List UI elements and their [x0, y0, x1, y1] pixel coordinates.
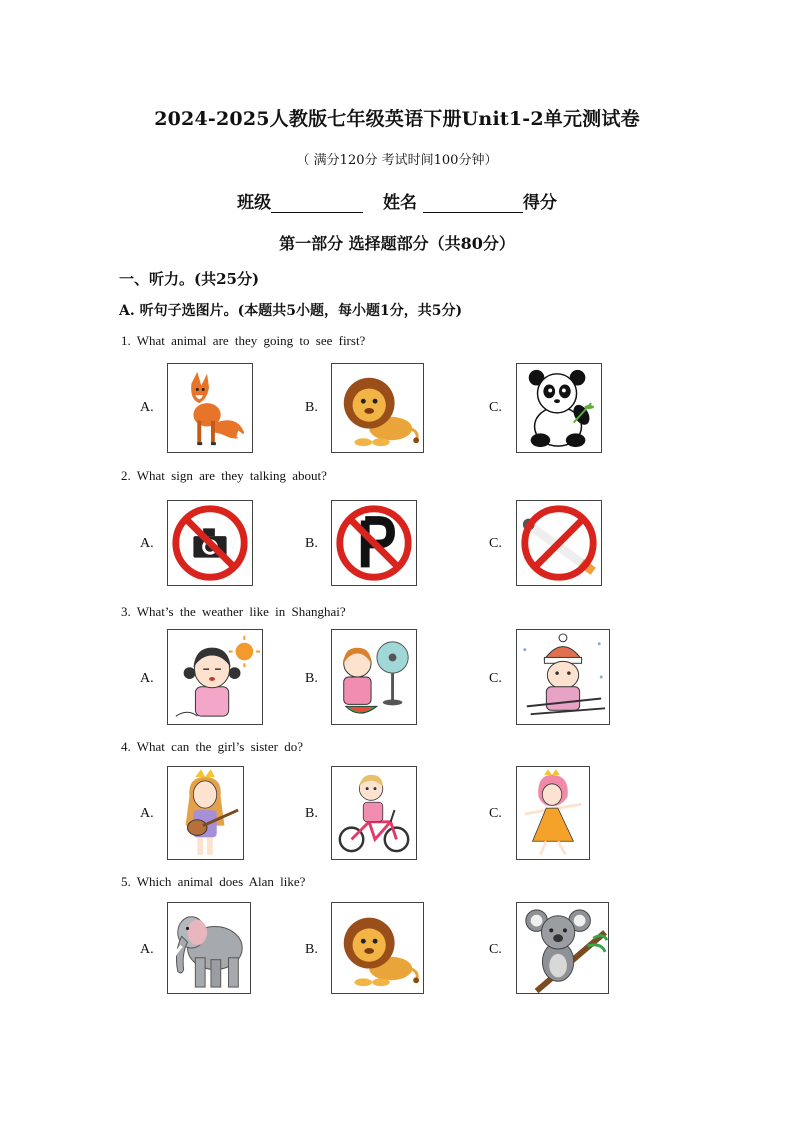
lion-icon[interactable]	[331, 902, 424, 994]
option-label[interactable]: C.	[489, 536, 502, 551]
fox-icon[interactable]	[167, 363, 253, 453]
question-text: What’s the weather like in Shanghai?	[136, 604, 346, 619]
student-info-line	[0, 188, 794, 213]
name-blank[interactable]	[423, 194, 523, 213]
koala-icon[interactable]	[516, 902, 609, 994]
option-label[interactable]: C.	[489, 806, 502, 821]
question-number: 2.	[121, 468, 131, 483]
girl-guitar-icon[interactable]	[167, 766, 244, 860]
part1-heading: 第一部分 选择题部分（共80分）	[279, 234, 515, 253]
cold-snowy-girl-icon[interactable]	[516, 629, 610, 725]
section1-heading: 一、听力。(共25分)	[119, 270, 260, 288]
option-label[interactable]: B.	[305, 536, 318, 551]
class-label: 班级	[237, 193, 272, 213]
question-text: What animal are they going to see first?	[136, 333, 366, 348]
question-3	[121, 604, 346, 620]
class-blank[interactable]	[271, 194, 363, 213]
option-label[interactable]: A.	[140, 806, 154, 821]
option-label[interactable]: B.	[305, 671, 318, 686]
question-text: What sign are they talking about?	[136, 468, 327, 483]
question-number: 1.	[121, 333, 131, 348]
question-number: 3.	[121, 604, 131, 619]
question-text: Which animal does Alan like?	[136, 874, 306, 889]
exam-subtitle: （ 满分120分 考试时间100分钟）	[296, 153, 498, 168]
question-4	[121, 739, 303, 755]
no-parking-sign-icon[interactable]	[331, 500, 417, 586]
option-label[interactable]: A.	[140, 400, 154, 415]
lion-icon[interactable]	[331, 363, 424, 453]
page-title: 2024-2025人教版七年级英语下册Unit1-2单元测试卷	[154, 108, 640, 130]
question-2	[121, 468, 327, 484]
name-label: 姓名	[382, 193, 417, 213]
option-label[interactable]: A.	[140, 671, 154, 686]
question-text: What can the girl’s sister do?	[136, 739, 304, 754]
option-label[interactable]: B.	[305, 942, 318, 957]
question-number: 5.	[121, 874, 131, 889]
question-number: 4.	[121, 739, 131, 754]
question-1	[121, 333, 365, 349]
panda-icon[interactable]	[516, 363, 602, 453]
option-label[interactable]: C.	[489, 671, 502, 686]
option-label[interactable]: B.	[305, 806, 318, 821]
option-label[interactable]: A.	[140, 536, 154, 551]
elephant-icon[interactable]	[167, 902, 251, 994]
girl-dancing-icon[interactable]	[516, 766, 590, 860]
sectionA-heading: A. 听句子选图片。(本题共5小题，每小题1分，共5分)	[119, 303, 463, 319]
option-label[interactable]: C.	[489, 400, 502, 415]
question-5	[121, 874, 305, 890]
girl-with-fan-icon[interactable]	[331, 629, 417, 725]
option-label[interactable]: C.	[489, 942, 502, 957]
hot-sunny-girl-icon[interactable]	[167, 629, 263, 725]
score-label: 得分	[522, 193, 557, 213]
option-label[interactable]: A.	[140, 942, 154, 957]
option-label[interactable]: B.	[305, 400, 318, 415]
no-camera-sign-icon[interactable]	[167, 500, 253, 586]
no-smoking-sign-icon[interactable]	[516, 500, 602, 586]
girl-bicycle-icon[interactable]	[331, 766, 417, 860]
